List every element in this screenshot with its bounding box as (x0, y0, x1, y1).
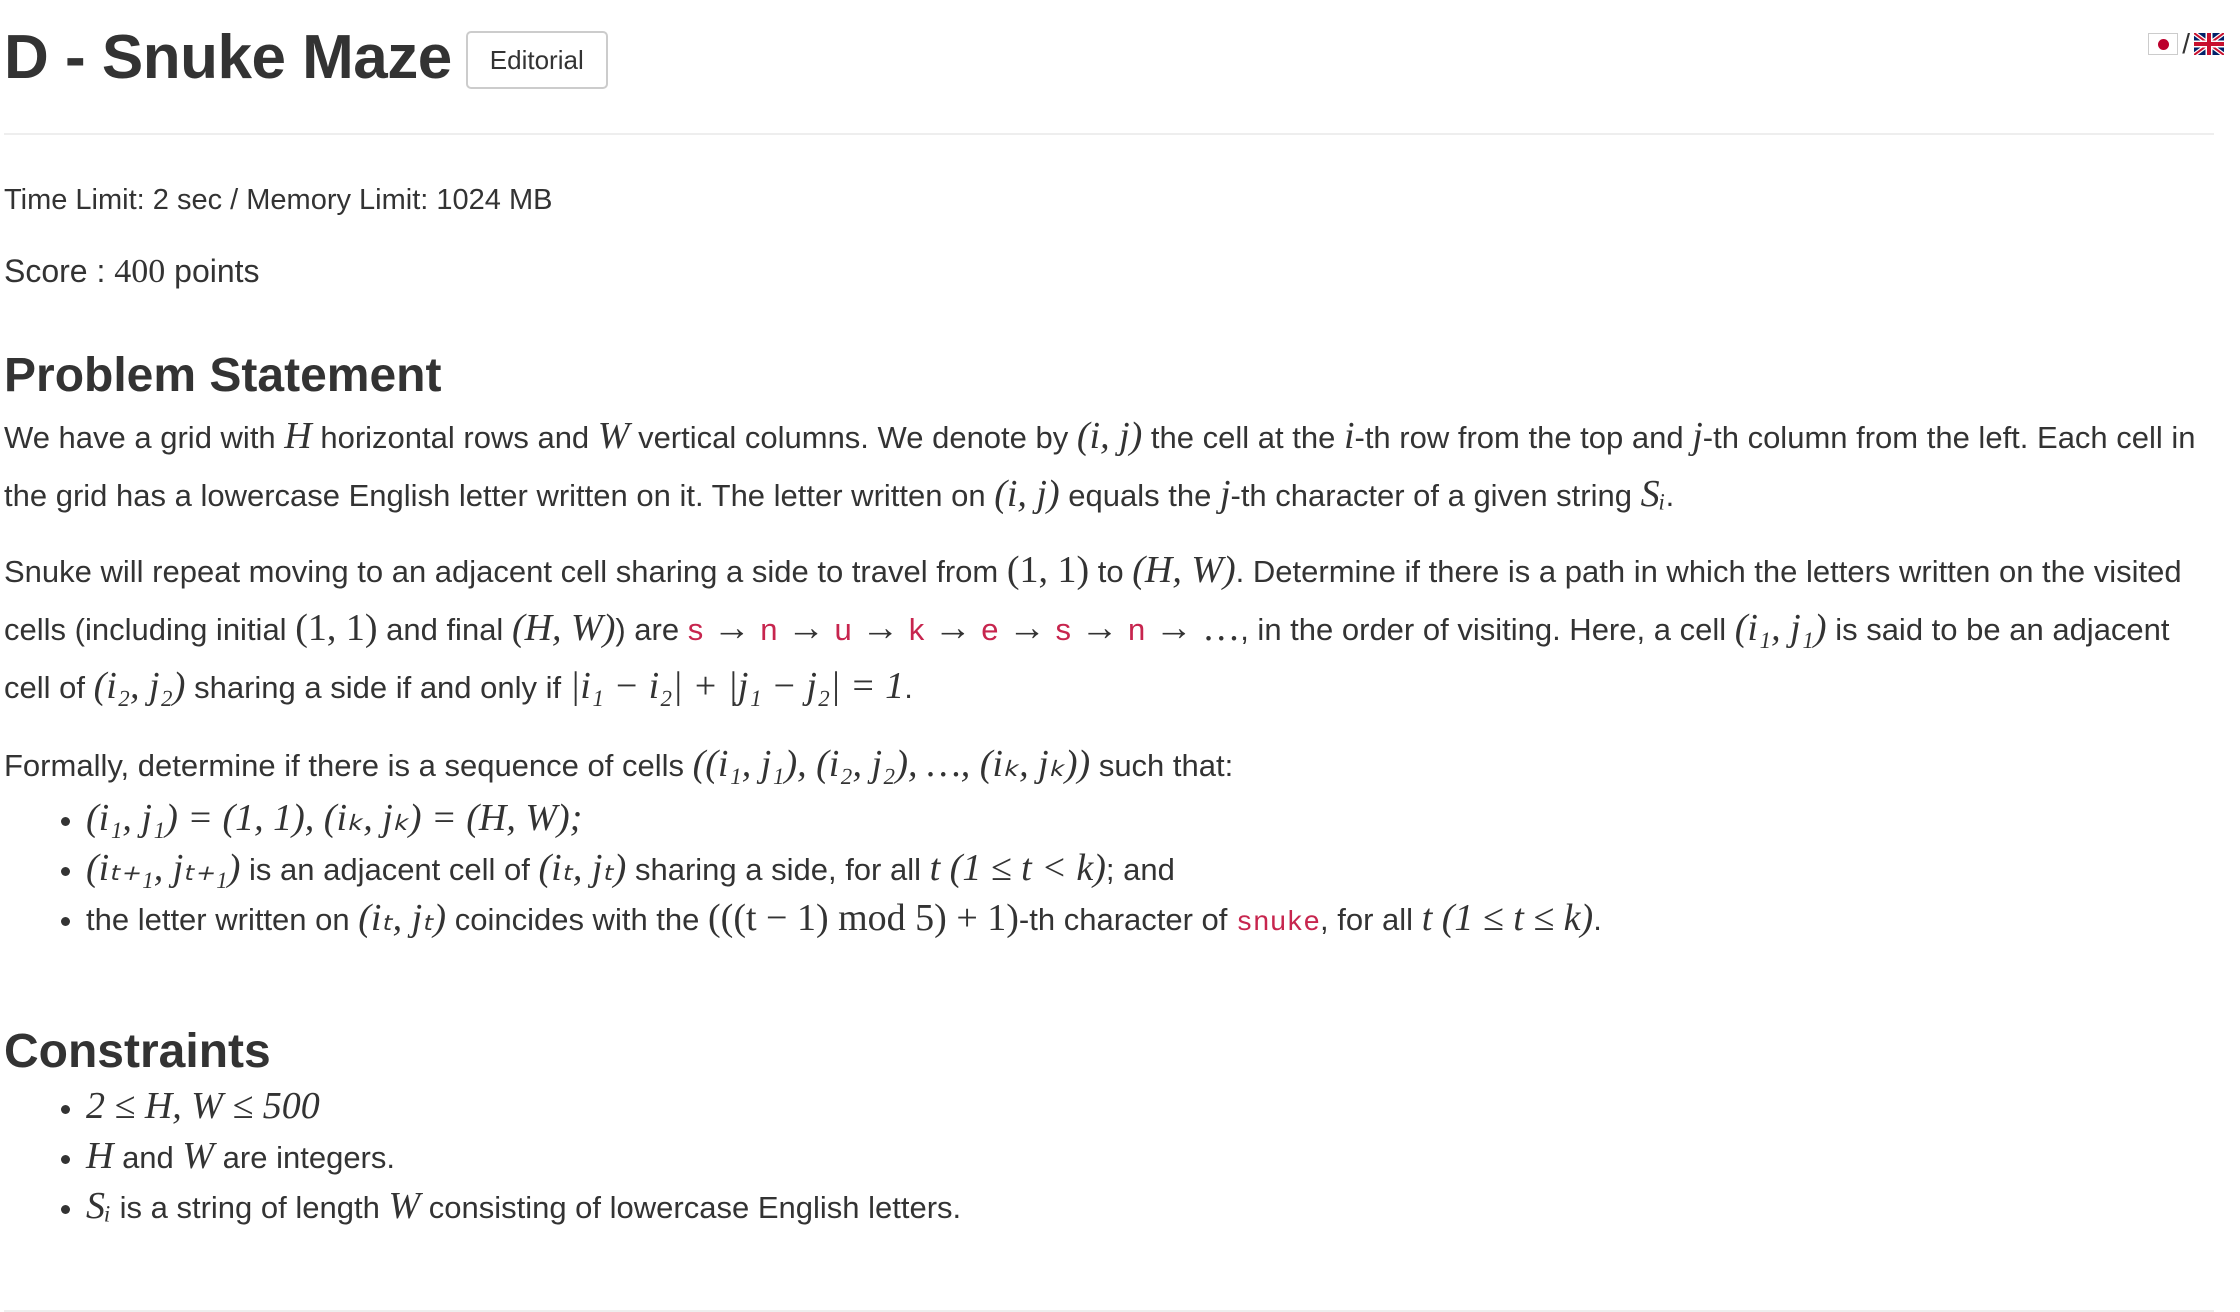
sequence-letter: k (908, 612, 925, 647)
math: (1, 1) (1006, 549, 1090, 591)
problem-statement-section (4, 346, 2214, 948)
math: Sᵢ (86, 1185, 112, 1227)
math: t (1 ≤ t < k) (929, 847, 1106, 889)
text: sharing a side if and only if (185, 670, 570, 705)
constraints-section (4, 1022, 2214, 1232)
math: (H, W) (1132, 549, 1236, 591)
text: ) are (615, 612, 688, 647)
arrow: → (777, 607, 835, 649)
conditions-list (4, 794, 2214, 948)
arrow: → (1145, 607, 1203, 649)
math: 2 ≤ H, W ≤ 500 (86, 1085, 320, 1127)
math: j (1692, 415, 1703, 457)
sequence-letter: s (687, 612, 704, 647)
text: such that: (1090, 748, 1234, 783)
math: (iₜ, jₜ) (538, 847, 627, 889)
text: equals the (1059, 478, 1220, 513)
statement-paragraph-1 (4, 408, 2214, 524)
math: (i₂, j₂) (93, 665, 186, 707)
math: i (1343, 415, 1355, 457)
code-snippet: snuke (1236, 908, 1321, 939)
text: . (1665, 478, 1675, 513)
math: |i₁ − i₂| + |j₁ − j₂| = 1 (569, 665, 905, 707)
text: consisting of lowercase English letters. (420, 1190, 962, 1225)
arrow: → (998, 607, 1056, 649)
math: (i, j) (1076, 415, 1143, 457)
score-label: Score : (4, 253, 115, 289)
text: the letter written on (86, 902, 359, 937)
list-item (86, 1132, 2214, 1182)
sequence-letter: e (981, 612, 999, 647)
text: is a string of length (111, 1190, 389, 1225)
math: H (86, 1135, 114, 1177)
sequence-letter: n (760, 612, 778, 647)
math: (((t − 1) mod 5) + 1) (708, 897, 1019, 939)
text: . Determine if there is a path in which the letters written on the visited cells (including initial (4, 554, 2182, 647)
time-memory-limit: Time Limit: 2 sec / Memory Limit: 1024 MB (4, 184, 553, 216)
text: -th row from the top and (1354, 420, 1693, 455)
language-separator: / (2182, 28, 2190, 59)
flag-japan-icon[interactable] (2148, 33, 2178, 55)
math: j (1219, 473, 1231, 515)
ellipsis: … (1202, 607, 1241, 649)
math: Sᵢ (1640, 473, 1666, 515)
list-item (86, 1082, 2214, 1132)
math: W (388, 1185, 421, 1227)
math: H (284, 415, 312, 457)
math: (H, W) (511, 607, 616, 649)
arrow: → (703, 607, 761, 649)
header-divider (4, 133, 2214, 135)
math: (1, 1) (295, 607, 378, 649)
text: is said to be an adjacent cell of (4, 612, 2170, 705)
flag-uk-icon[interactable] (2194, 33, 2224, 55)
text: the cell at the (1142, 420, 1344, 455)
text: . (904, 670, 913, 705)
snuke-sequence (687, 607, 1241, 649)
text: to (1089, 554, 1133, 589)
text: We have a grid with (4, 420, 285, 455)
math: W (182, 1135, 215, 1177)
problem-statement-heading: Problem Statement (4, 349, 442, 402)
arrow: → (1070, 607, 1128, 649)
page-title: D - Snuke Maze (4, 23, 452, 92)
sequence-letter: u (834, 612, 852, 647)
math: t (1 ≤ t ≤ k) (1421, 897, 1594, 939)
text: . (1593, 902, 1602, 937)
text: ; and (1105, 852, 1175, 887)
math: (iₜ₊₁, jₜ₊₁) (86, 847, 241, 889)
text: -th character of a given string (1230, 478, 1641, 513)
arrow: → (924, 607, 982, 649)
score-value: 400 (114, 253, 166, 290)
text: and final (377, 612, 512, 647)
statement-paragraph-3 (4, 736, 2214, 794)
text: sharing a side, for all (626, 852, 930, 887)
text: , in the order of visiting. Here, a cell (1240, 612, 1735, 647)
text: Formally, determine if there is a sequence of cells (4, 748, 693, 783)
list-item (86, 794, 2214, 844)
text: and (113, 1140, 183, 1175)
constraints-heading: Constraints (4, 1025, 271, 1078)
text: vertical columns. We denote by (629, 420, 1077, 455)
constraints-list (4, 1082, 2214, 1232)
list-item (86, 894, 2214, 948)
text: -th column from the left. Each cell in the grid has a lowercase English letter written on it. The letter written on (4, 420, 2196, 513)
sequence-letter: n (1127, 612, 1146, 647)
sequence-letter: s (1055, 612, 1071, 647)
text: is an adjacent cell of (240, 852, 539, 887)
math: W (597, 415, 630, 457)
text: are integers. (214, 1140, 395, 1175)
text: -th character of (1018, 902, 1237, 937)
arrow: → (851, 607, 909, 649)
text: Snuke will repeat moving to an adjacent cell sharing a side to travel from (4, 554, 1007, 589)
math: ((i₁, j₁), (i₂, j₂), …, (iₖ, jₖ)) (692, 743, 1091, 785)
score-unit: points (165, 253, 260, 289)
language-switcher (2148, 28, 2224, 60)
math: (i₁, j₁) (1734, 607, 1827, 649)
text: , for all (1320, 902, 1422, 937)
score (4, 251, 260, 292)
text: coincides with the (446, 902, 709, 937)
math: (i₁, j₁) = (1, 1), (iₖ, jₖ) = (H, W); (86, 797, 583, 839)
math: (i, j) (994, 473, 1060, 515)
editorial-button[interactable]: Editorial (466, 31, 608, 89)
list-item (86, 1182, 2214, 1232)
statement-paragraph-2 (4, 542, 2214, 716)
list-item (86, 844, 2214, 894)
problem-header (4, 18, 608, 98)
text: horizontal rows and (311, 420, 598, 455)
math: (iₜ, jₜ) (358, 897, 447, 939)
